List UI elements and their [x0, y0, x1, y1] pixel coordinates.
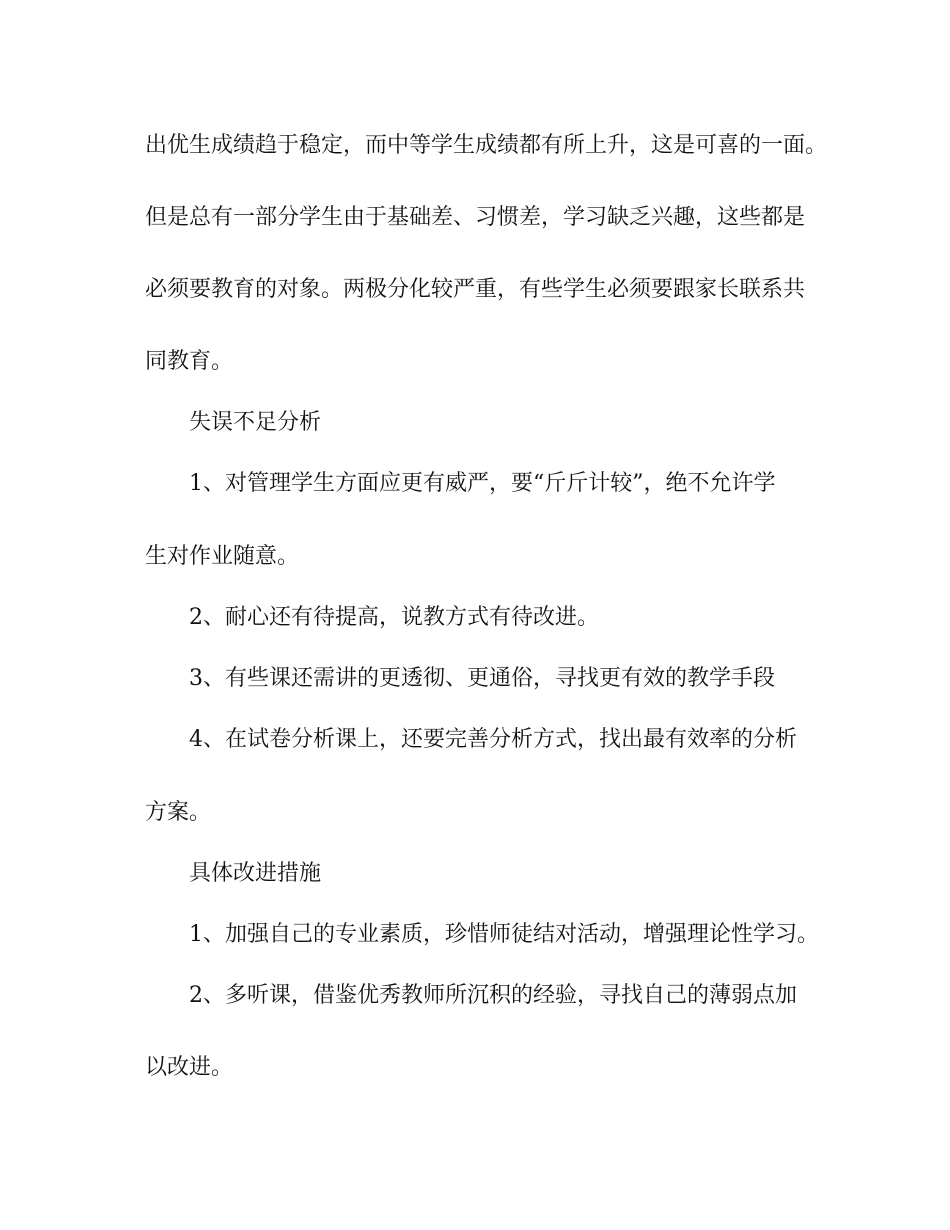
- section-heading-errors: 失误不足分析: [189, 410, 322, 435]
- list-item: 2、耐心还有待提高，说教方式有待改进。: [189, 605, 599, 630]
- list-item-continuation: 以改进。: [145, 1055, 234, 1080]
- list-item-continuation: 生对作业随意。: [145, 544, 300, 569]
- paragraph-line: 但是总有一部分学生由于基础差、习惯差，学习缺乏兴趣，这些都是: [145, 205, 806, 230]
- list-item: 3、有些课还需讲的更透彻、更通俗，寻找更有效的教学手段: [189, 666, 775, 691]
- paragraph-line: 出优生成绩趋于稳定，而中等学生成绩都有所上升，这是可喜的一面。: [145, 133, 828, 158]
- list-item-continuation: 方案。: [145, 800, 212, 825]
- paragraph-line: 同教育。: [145, 349, 234, 374]
- list-item: 1、对管理学生方面应更有威严，要“斤斤计较”，绝不允许学: [189, 471, 776, 496]
- list-item: 2、多听课，借鉴优秀教师所沉积的经验，寻找自己的薄弱点加: [189, 983, 797, 1008]
- paragraph-line: 必须要教育的对象。两极分化较严重，有些学生必须要跟家长联系共: [145, 277, 806, 302]
- section-heading-measures: 具体改进措施: [189, 861, 322, 886]
- list-item: 4、在试卷分析课上，还要完善分析方式，找出最有效率的分析: [189, 727, 797, 752]
- list-item: 1、加强自己的专业素质，珍惜师徒结对活动，增强理论性学习。: [189, 922, 819, 947]
